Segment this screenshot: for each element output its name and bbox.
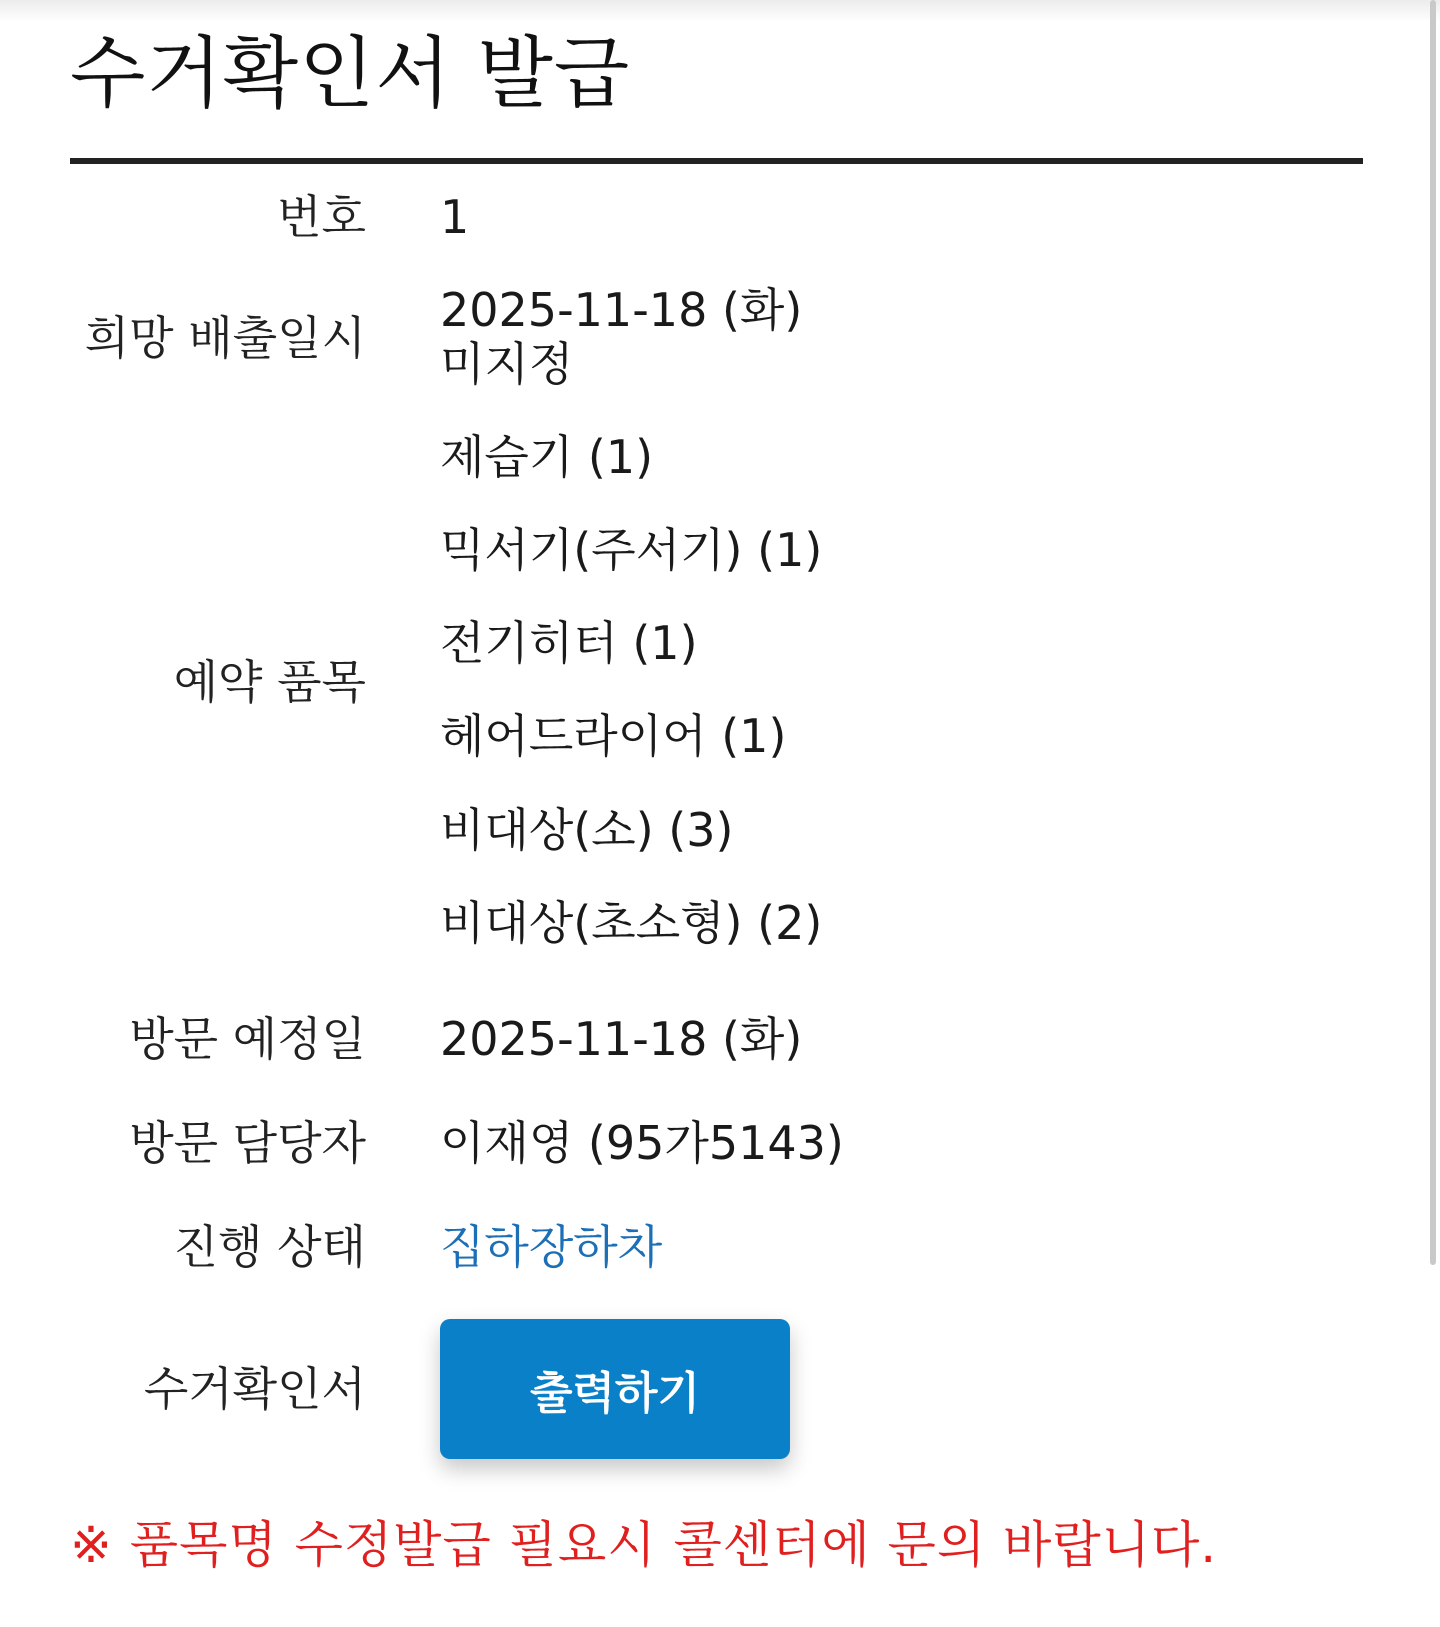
notice-text: ※ 품목명 수정발급 필요시 콜센터에 문의 바랍니다.: [70, 1516, 1218, 1574]
list-item: 헤어드라이어 (1): [440, 709, 787, 763]
list-item: 제습기 (1): [440, 430, 654, 484]
visit-staff-value: 이재영 (95가5143): [440, 1116, 844, 1170]
desired-dispatch-label: 희망 배출일시: [84, 311, 366, 365]
row-reserved-items: [70, 430, 1363, 950]
desired-dispatch-value: [440, 283, 802, 391]
desired-dispatch-date: 2025-11-18 (화): [440, 283, 803, 337]
number-label: 번호: [277, 190, 366, 244]
row-visit-date: [70, 1012, 1363, 1072]
row-progress-status: [70, 1220, 1363, 1280]
visit-staff-label: 방문 담당자: [129, 1116, 366, 1170]
number-value: 1: [440, 190, 470, 244]
progress-status-value: 집하장하차: [440, 1220, 663, 1274]
list-item: 전기히터 (1): [440, 616, 698, 670]
row-desired-dispatch: [70, 283, 1363, 393]
reserved-items-label: 예약 품목: [173, 655, 366, 709]
list-item: 믹서기(주서기) (1): [440, 523, 823, 577]
desired-dispatch-time: 미지정: [440, 337, 574, 391]
visit-date-label: 방문 예정일: [129, 1012, 366, 1066]
certificate-label: 수거확인서: [143, 1362, 366, 1416]
scrollbar[interactable]: [1430, 0, 1436, 1265]
list-item: 비대상(소) (3): [440, 803, 734, 857]
row-visit-staff: [70, 1116, 1363, 1176]
list-item: 비대상(초소형) (2): [440, 896, 823, 950]
progress-status-label: 진행 상태: [173, 1220, 366, 1274]
row-number: [70, 190, 1363, 250]
row-certificate: [70, 1319, 1363, 1469]
title-divider: [70, 158, 1363, 164]
page-title: 수거확인서 발급: [70, 29, 631, 119]
visit-date-value: 2025-11-18 (화): [440, 1012, 803, 1066]
print-button[interactable]: 출력하기: [440, 1319, 790, 1459]
top-shade: [0, 0, 1440, 22]
